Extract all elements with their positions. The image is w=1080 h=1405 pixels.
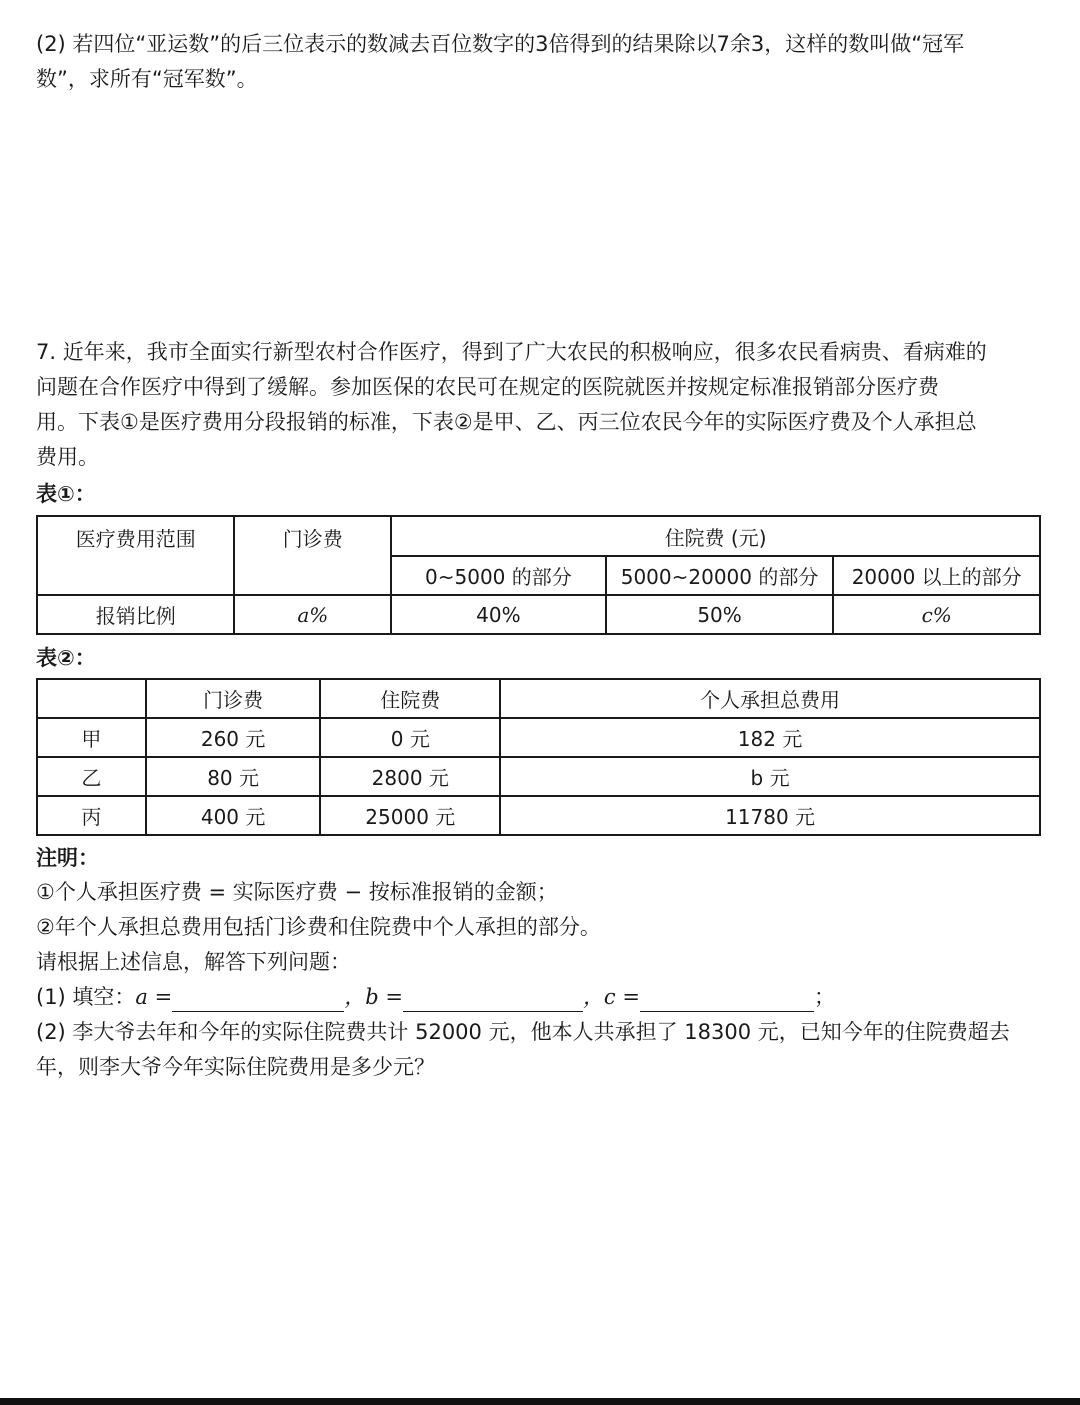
q7-stem-line3: 用。下表①是医疗费用分段报销的标准，下表②是甲、乙、丙三位农民今年的实际医疗费及个人承担总 [36,410,977,434]
table2-label: 表②： [36,646,96,670]
question-2-line1: (2) 李大爷去年和今年的实际住院费共计 52000 元，他本人共承担了 18300 元，已知今年的住院费超去 [36,1020,1010,1044]
q1-a-label: a = [135,985,173,1009]
q7-stem-line1: 7. 近年来，我市全面实行新型农村合作医疗，得到了广大农民的积极响应，很多农民看病贵、看病难的 [36,340,987,364]
header-empty [37,679,146,718]
row-label-reimbursement-ratio: 报销比例 [37,595,234,634]
table-row [37,757,1040,796]
table-row [37,718,1040,757]
header-clinic-fee: 门诊费 [234,516,391,595]
row-total: b 元 [500,757,1040,796]
q1-b-label: ，b = [344,985,403,1009]
answer-blank-b[interactable] [403,987,583,1012]
row-clinic: 260 元 [146,718,321,757]
note-2: ②年个人承担总费用包括门诊费和住院费中个人承担的部分。 [36,915,601,939]
row-total: 182 元 [500,718,1040,757]
row-hospital: 2800 元 [320,757,500,796]
row-clinic: 400 元 [146,796,321,835]
value-segment1-ratio: 40% [391,595,606,634]
row-hospital: 0 元 [320,718,500,757]
row-hospital: 25000 元 [320,796,500,835]
question-1 [36,982,835,1012]
note-1: ①个人承担医疗费 = 实际医疗费 − 按标准报销的金额； [36,880,558,904]
notes-title: 注明： [36,846,99,870]
reimbursement-standard-table [36,515,1041,635]
row-name: 甲 [37,718,146,757]
q6-part2-line1: (2) 若四位“亚运数”的后三位表示的数减去百位数字的3倍得到的结果除以7余3，这样的数叫做“冠军 [36,32,965,56]
answer-blank-a[interactable] [172,987,344,1012]
q1-end: ； [813,985,835,1009]
farmer-expense-table [36,678,1041,836]
header-clinic-fee: 门诊费 [146,679,321,718]
table1-label: 表①： [36,482,96,506]
q7-stem-line2: 问题在合作医疗中得到了缓解。参加医保的农民可在规定的医院就医并按规定标准报销部分医疗费 [36,375,939,399]
q1-prefix: (1) 填空： [36,985,136,1009]
header-personal-total: 个人承担总费用 [500,679,1040,718]
value-segment3-ratio: c% [833,595,1040,634]
header-expense-range: 医疗费用范围 [37,516,234,595]
row-name: 丙 [37,796,146,835]
question-2-line2: 年，则李大爷今年实际住院费用是多少元？ [36,1055,435,1079]
q1-c-label: ，c = [582,985,640,1009]
value-clinic-ratio: a% [234,595,391,634]
header-hospital-fee: 住院费 [320,679,500,718]
answer-blank-c[interactable] [640,987,814,1012]
row-total: 11780 元 [500,796,1040,835]
bottom-divider [0,1398,1080,1405]
header-segment-5000-20000: 5000~20000 的部分 [606,556,834,595]
row-clinic: 80 元 [146,757,321,796]
questions-intro: 请根据上述信息，解答下列问题： [36,950,351,974]
header-segment-over-20000: 20000 以上的部分 [833,556,1040,595]
header-hospital-fee: 住院费 (元) [391,516,1040,556]
table-row [37,796,1040,835]
q6-part2-line2: 数”，求所有“冠军数”。 [36,67,258,91]
value-segment2-ratio: 50% [606,595,834,634]
header-segment-0-5000: 0~5000 的部分 [391,556,606,595]
row-name: 乙 [37,757,146,796]
q7-stem-line4: 费用。 [36,445,99,469]
